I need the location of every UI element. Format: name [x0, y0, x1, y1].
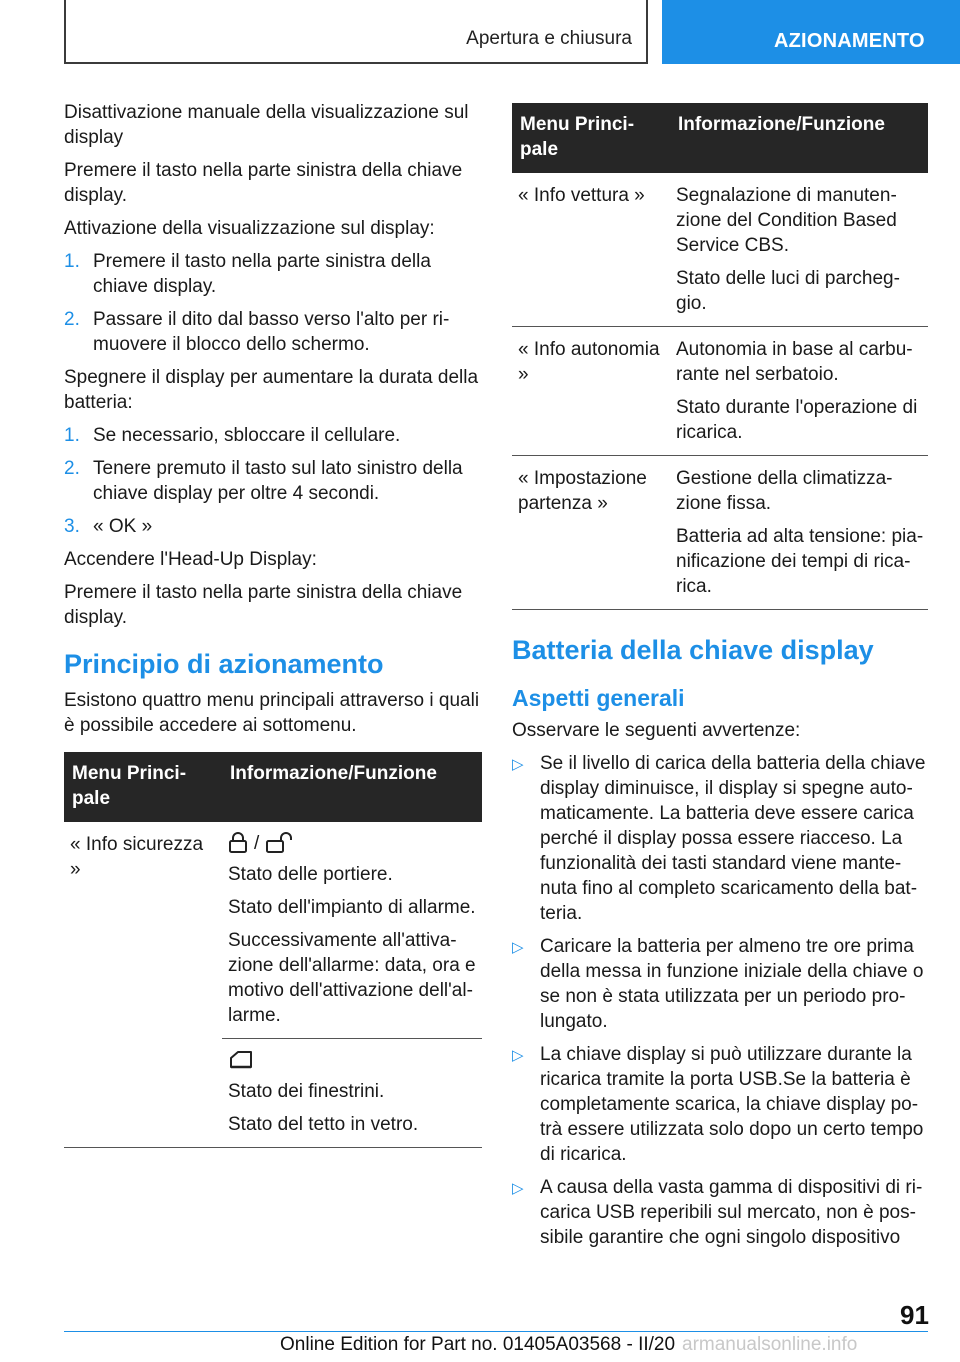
info-cell [222, 1039, 482, 1148]
list-item [64, 514, 482, 539]
bullet-text: Se il livello di carica della batteria della chiave display diminuisce, il display si spegne automaticamente. La batteria deve essere carica perché il display possa essere riacceso. La funzionalità dei tasti standard viene mantenuta fino al completo scaricamento della batteria. [540, 753, 926, 924]
info-line: Batteria ad alta tensione: pianificazione dei tempi di ricarica. [676, 526, 924, 597]
info-cell [222, 822, 482, 1039]
info-cell [670, 327, 928, 456]
subsection-heading: Aspetti generali [512, 685, 685, 711]
info-cell [670, 173, 928, 327]
bullet-text: A causa della vasta gamma di dispositivi di ricarica USB reperibili sul mercato, non è possibile garantire che ogni singolo dispositivo [540, 1177, 923, 1248]
table-row [512, 173, 928, 327]
step-text: Passare il dito dal basso verso l'alto per rimuovere il blocco dello schermo. [93, 309, 450, 355]
paragraph: Attivazione della visualizzazione sul display: [64, 218, 435, 239]
icon-separator: / [254, 832, 260, 854]
paragraph: Disattivazione manuale della visualizzazione sul display [64, 102, 469, 148]
list-item [64, 423, 482, 448]
section-heading: Batteria della chiave display [512, 635, 874, 665]
menu-cell: « Info sicurezza » [70, 834, 204, 880]
bullet-triangle-icon: ▷ [512, 1047, 524, 1064]
info-line: Stato durante l'operazione di ricarica. [676, 397, 918, 443]
menu-cell [64, 1039, 222, 1148]
footer-divider [64, 1331, 928, 1332]
menu-cell: « Impostazione partenza » [512, 456, 670, 610]
table-row [64, 1039, 482, 1148]
table-row [512, 456, 928, 610]
bullet-triangle-icon: ▷ [512, 1180, 524, 1197]
bullet-triangle-icon: ▷ [512, 756, 524, 773]
paragraph: Spegnere il display per aumentare la durata della batteria: [64, 367, 479, 413]
right-column [512, 103, 928, 1258]
left-column [64, 100, 482, 1148]
bullet-triangle-icon: ▷ [512, 939, 524, 956]
step-text: Premere il tasto nella parte sinistra della chiave display. [93, 251, 431, 297]
step-number: 2. [64, 458, 80, 479]
step-number: 1. [64, 251, 80, 272]
bullet-text: La chiave display si può utilizzare durante la ricarica tramite la porta USB.Se la batteria è completamente scarica, la chiave display potrà essere utilizzata solo dopo un certo tempo di ricarica. [540, 1044, 924, 1165]
list-item [64, 456, 482, 506]
column-header-menu: Menu Principale [512, 103, 670, 173]
icon-group [228, 832, 478, 854]
menu-cell: « Info autonomia » [512, 327, 670, 456]
paragraph: Premere il tasto nella parte sinistra della chiave display. [64, 582, 463, 628]
watermark[interactable]: armanualsonline.info [682, 1334, 858, 1355]
info-line: Autonomia in base al carburante nel serbatoio. [676, 339, 913, 385]
info-line: Stato dell'impianto di allarme. [228, 897, 476, 918]
info-line: Successivamente all'attivazione dell'allarme: data, ora e motivo dell'attivazione dell'allarme. [228, 930, 476, 1026]
list-item [64, 307, 482, 357]
info-cell [670, 456, 928, 610]
car-window-icon [228, 1049, 254, 1071]
step-text: « OK » [93, 516, 153, 537]
step-number: 2. [64, 309, 80, 330]
menu-table [64, 752, 482, 1148]
lock-closed-icon [228, 832, 248, 854]
info-line: Stato dei finestrini. [228, 1081, 385, 1102]
info-line: Gestione della climatizzazione fissa. [676, 468, 893, 514]
chapter-tab[interactable]: AZIONAMENTO [662, 0, 960, 64]
info-line: Stato delle portiere. [228, 864, 393, 885]
table-row [64, 822, 482, 1039]
list-item [512, 1042, 928, 1167]
table-row [512, 327, 928, 456]
column-header-info: Informazione/Funzione [222, 752, 482, 822]
info-line: Stato del tetto in vetro. [228, 1114, 419, 1135]
list-item [64, 249, 482, 299]
info-line: Stato delle luci di parcheggio. [676, 268, 900, 314]
step-number: 1. [64, 425, 80, 446]
page-number: 91 [900, 1300, 929, 1330]
bullet-text: Caricare la batteria per almeno tre ore prima della messa in funzione iniziale della chiave o se non è stata utilizzata per un periodo prolungato. [540, 936, 924, 1032]
menu-cell: « Info vettura » [512, 173, 670, 327]
icon-group [228, 1049, 478, 1071]
list-item [512, 1175, 928, 1250]
list-item [512, 934, 928, 1034]
paragraph: Premere il tasto nella parte sinistra della chiave display. [64, 160, 463, 206]
column-header-info: Informazione/Funzione [670, 103, 928, 173]
step-text: Se necessario, sbloccare il cellulare. [93, 425, 401, 446]
step-number: 3. [64, 516, 80, 537]
lock-open-icon [265, 832, 293, 854]
column-header-menu: Menu Principale [64, 752, 222, 822]
paragraph: Esistono quattro menu principali attraverso i quali è possibile accedere ai sottomenu. [64, 690, 480, 736]
section-title: Apertura e chiusura [466, 28, 632, 49]
header-section-box [64, 0, 648, 64]
paragraph: Osservare le seguenti avvertenze: [512, 720, 801, 741]
section-heading: Principio di azionamento [64, 649, 384, 679]
edition-note: Online Edition for Part no. 01405A03568 - II/20 [280, 1334, 676, 1355]
info-line: Segnalazione di manutenzione del Condition Based Service CBS. [676, 185, 897, 256]
step-text: Tenere premuto il tasto sul lato sinistro della chiave display per oltre 4 secondi. [93, 458, 463, 504]
menu-table [512, 103, 928, 610]
paragraph: Accendere l'Head-Up Display: [64, 549, 317, 570]
list-item [512, 751, 928, 926]
